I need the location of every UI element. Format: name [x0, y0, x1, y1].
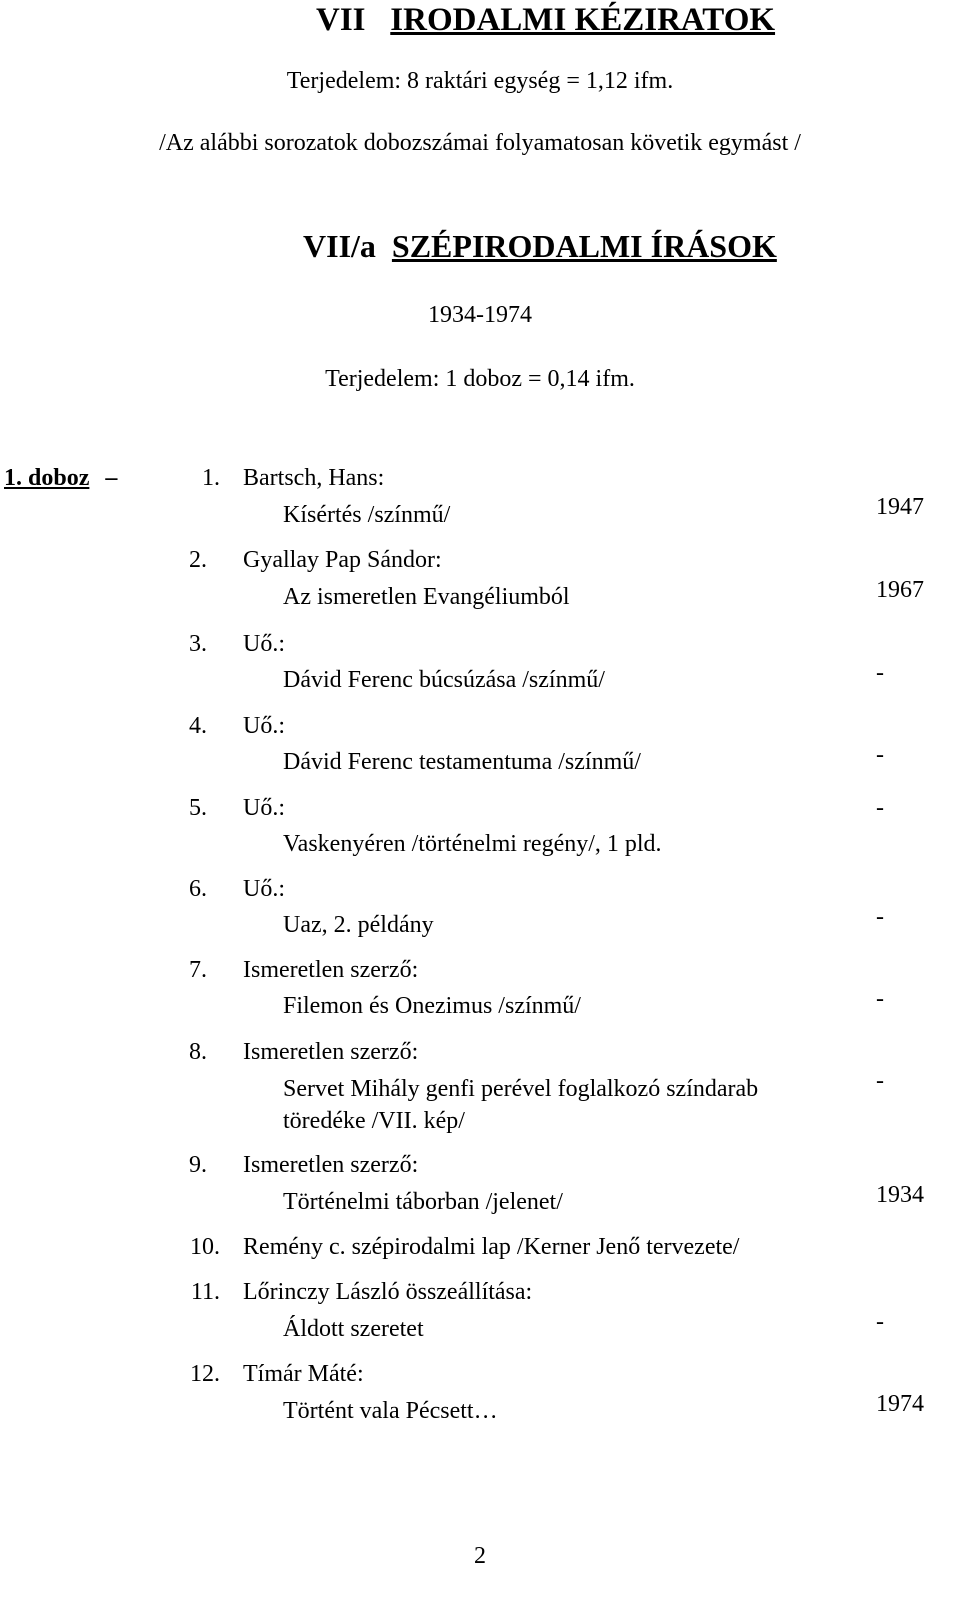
item-author: Uő.:	[243, 795, 285, 821]
item-date: 1967	[876, 577, 924, 603]
item-author: Ismeretlen szerző:	[243, 1152, 419, 1178]
item-author: Bartsch, Hans:	[243, 465, 385, 491]
box-label-dash: –	[105, 465, 118, 491]
item-date: 1947	[876, 494, 924, 520]
item-number: 3.	[189, 631, 207, 657]
subsection-extent: Terjedelem: 1 doboz = 0,14 ifm.	[325, 366, 635, 392]
item-number: 10.	[190, 1234, 220, 1260]
section-heading	[316, 2, 775, 39]
item-title: Kísértés /színmű/	[283, 502, 451, 528]
item-title: Az ismeretlen Evangéliumból	[283, 584, 570, 610]
item-number: 12.	[190, 1361, 220, 1387]
item-title: Dávid Ferenc búcsúzása /színmű/	[283, 667, 605, 693]
item-author: Ismeretlen szerző:	[243, 1039, 419, 1065]
item-date: -	[876, 795, 884, 821]
subsection-years: 1934-1974	[428, 302, 532, 328]
item-author: Uő.:	[243, 713, 285, 739]
subsection-number: VII/a	[303, 228, 376, 264]
item-title: Történelmi táborban /jelenet/	[283, 1189, 563, 1215]
item-author: Lőrinczy László összeállítása:	[243, 1279, 533, 1305]
subsection-heading	[303, 228, 777, 265]
item-date: 1974	[876, 1391, 924, 1417]
item-title: Történt vala Pécsett…	[283, 1398, 498, 1424]
item-date: -	[876, 742, 884, 768]
item-title: Dávid Ferenc testamentuma /színmű/	[283, 749, 641, 775]
subsection-title: SZÉPIRODALMI ÍRÁSOK	[391, 228, 777, 264]
item-number: 6.	[189, 876, 207, 902]
item-date: -	[876, 904, 884, 930]
item-title: Uaz, 2. példány	[283, 912, 434, 938]
item-title: Servet Mihály genfi perével foglalkozó színdarab	[283, 1076, 759, 1102]
section-title: IRODALMI KÉZIRATOK	[390, 2, 776, 38]
section-note: /Az alábbi sorozatok dobozszámai folyamatosan követik egymást /	[159, 130, 801, 156]
item-number: 1.	[202, 465, 220, 491]
item-date: -	[876, 1068, 884, 1094]
item-title: Vaskenyéren /történelmi regény/, 1 pld.	[283, 831, 662, 857]
item-number: 8.	[189, 1039, 207, 1065]
box-label-text: 1. doboz	[4, 465, 90, 491]
item-date: -	[876, 986, 884, 1012]
item-author: Remény c. szépirodalmi lap /Kerner Jenő tervezete/	[243, 1234, 740, 1260]
item-author: Tímár Máté:	[243, 1361, 364, 1387]
item-author: Uő.:	[243, 876, 285, 902]
section-number: VII	[316, 2, 366, 38]
item-title: Áldott szeretet	[283, 1316, 424, 1342]
item-number: 11.	[190, 1279, 220, 1305]
item-number: 2.	[189, 547, 207, 573]
item-date: -	[876, 1309, 884, 1335]
item-number: 9.	[189, 1152, 207, 1178]
item-number: 5.	[189, 795, 207, 821]
section-extent: Terjedelem: 8 raktári egység = 1,12 ifm.	[286, 68, 674, 94]
item-title-continued: töredéke /VII. kép/	[283, 1108, 465, 1134]
item-author: Ismeretlen szerző:	[243, 957, 419, 983]
item-author: Gyallay Pap Sándor:	[243, 547, 442, 573]
item-author: Uő.:	[243, 631, 285, 657]
item-title: Filemon és Onezimus /színmű/	[283, 993, 581, 1019]
item-number: 7.	[189, 957, 207, 983]
page-number: 2	[474, 1543, 486, 1569]
item-date: -	[876, 660, 884, 686]
item-number: 4.	[189, 713, 207, 739]
item-date: 1934	[876, 1182, 924, 1208]
box-label	[4, 465, 117, 492]
